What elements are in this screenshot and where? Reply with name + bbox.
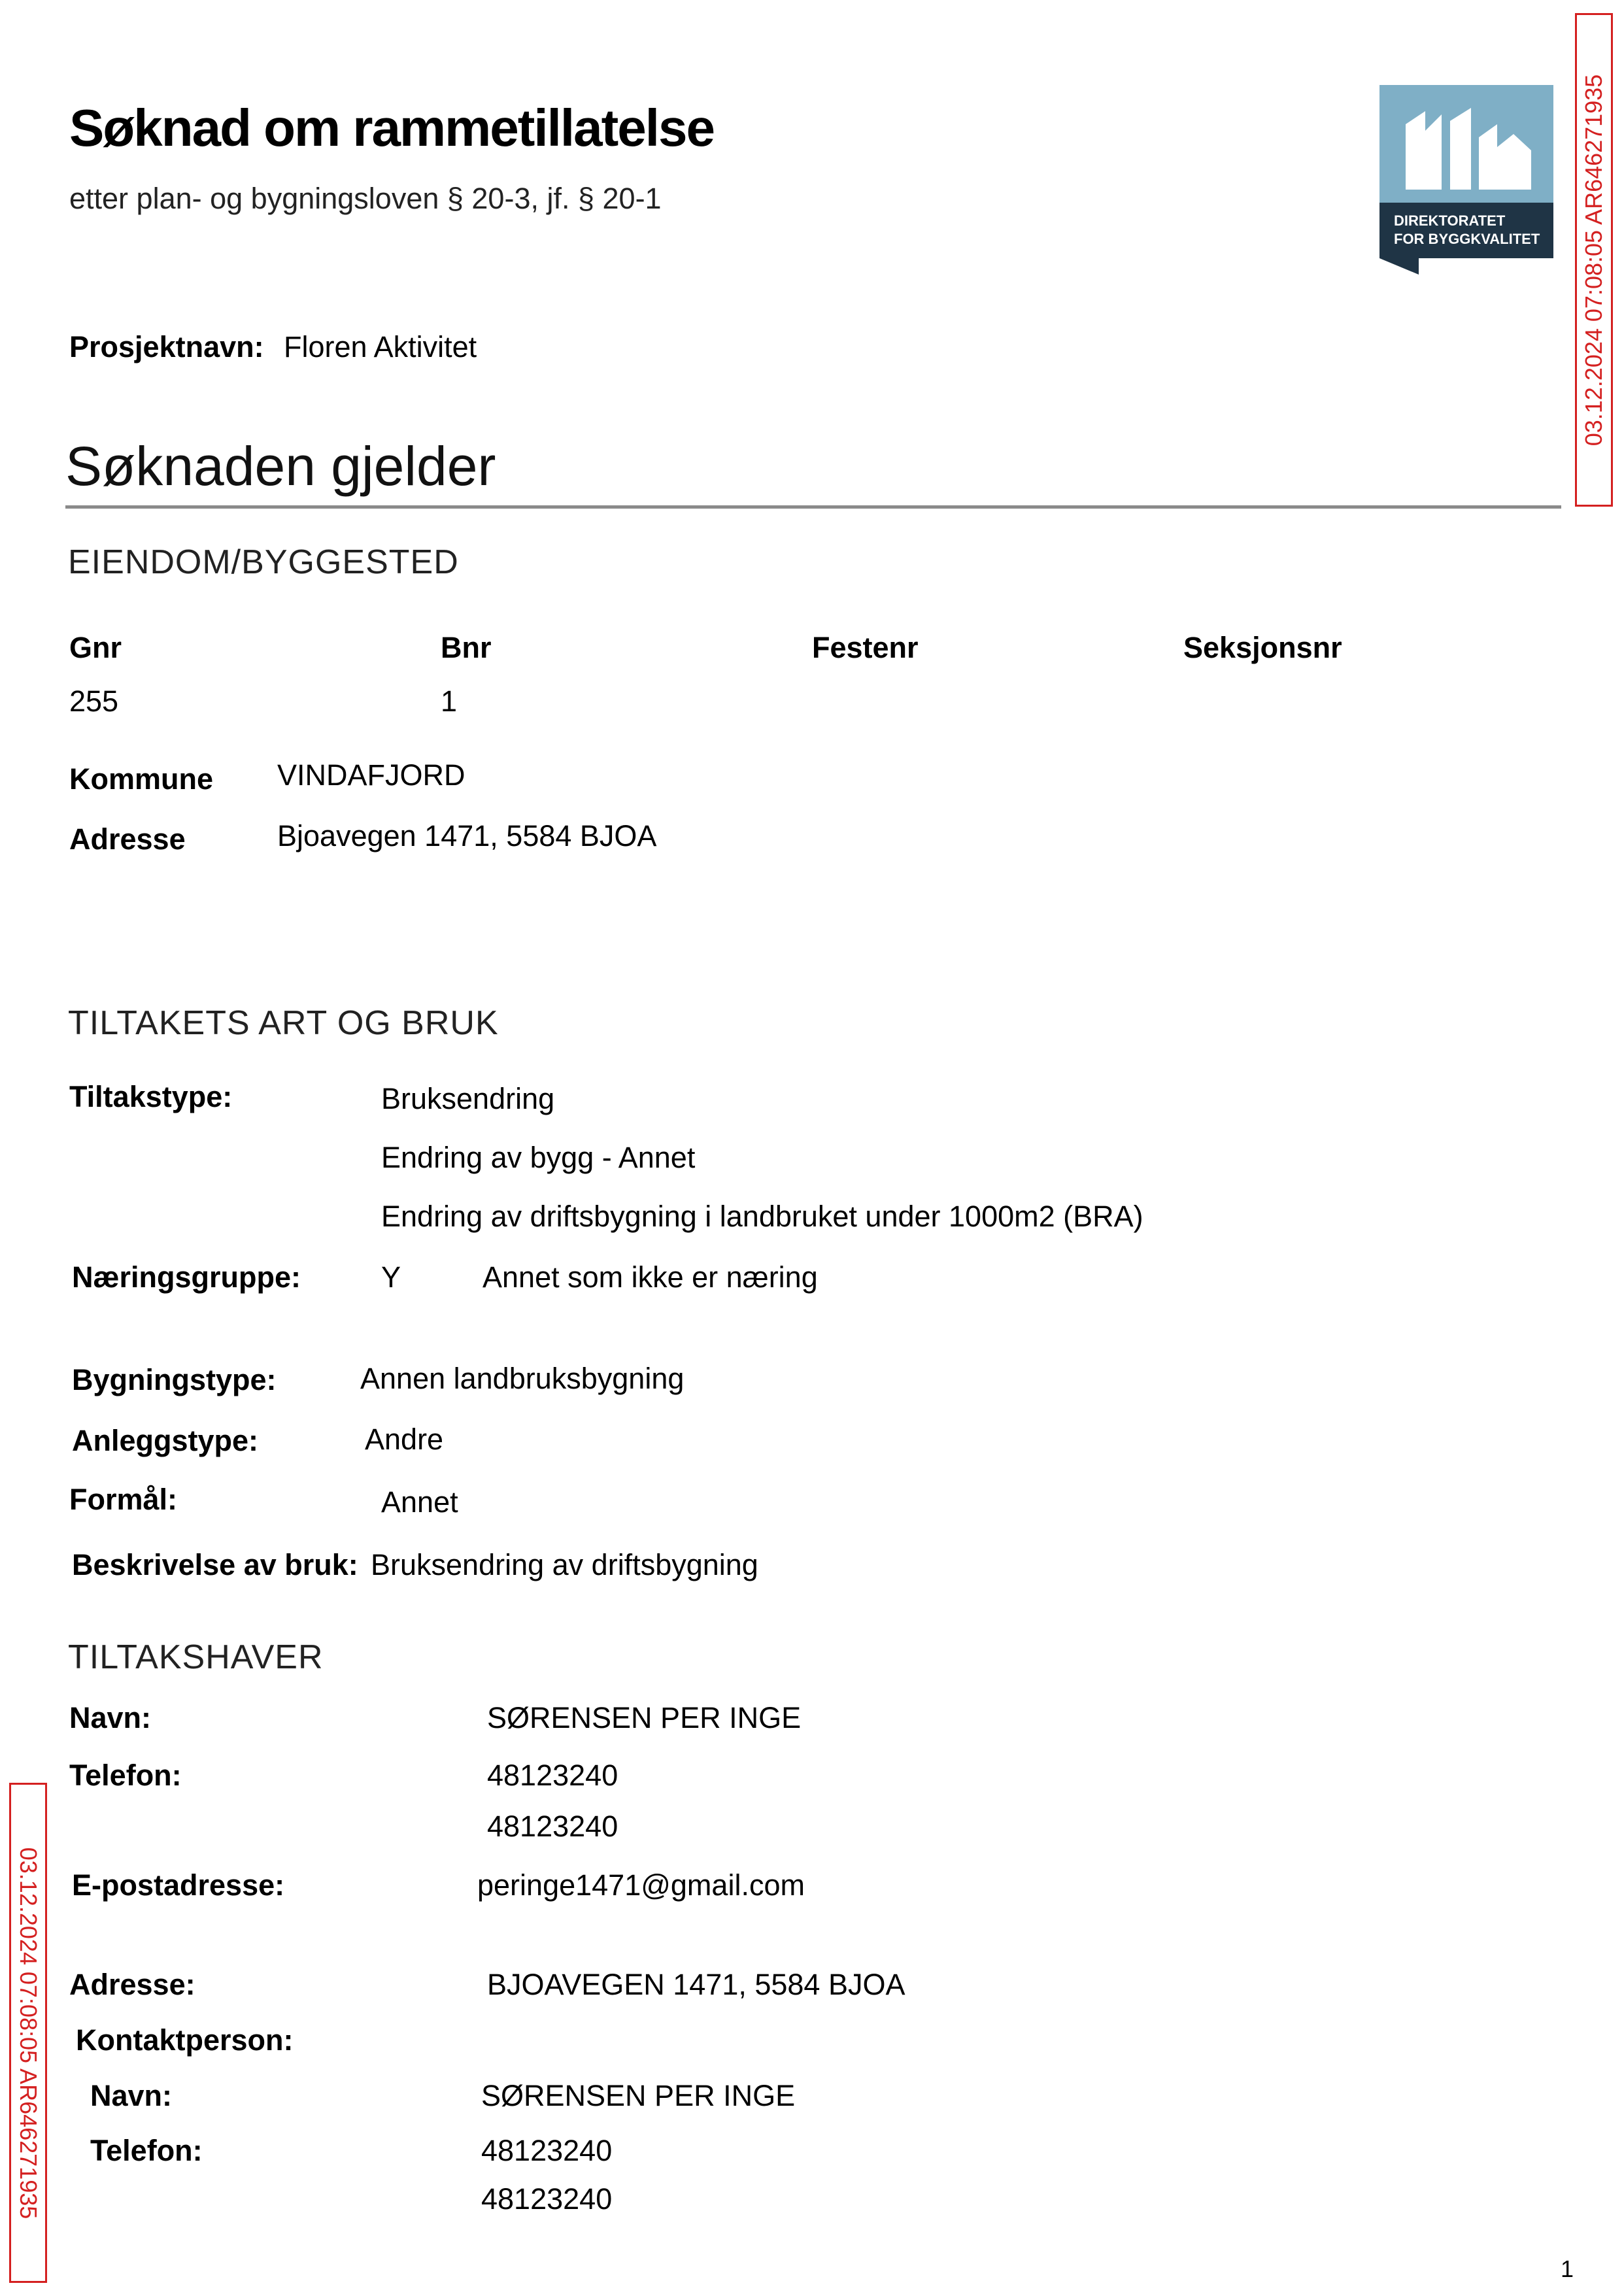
festenr-header: Festenr xyxy=(812,631,919,664)
navn-label: Navn: xyxy=(69,1701,152,1734)
kontakt-navn-label: Navn: xyxy=(90,2079,173,2112)
kontakt-telefon-label: Telefon: xyxy=(90,2134,203,2167)
adresse-value: Bjoavegen 1471, 5584 BJOA xyxy=(277,819,657,852)
tiltakshaver-heading: TILTAKSHAVER xyxy=(68,1638,324,1676)
telefon-label: Telefon: xyxy=(69,1759,182,1792)
dibk-logo-graphic xyxy=(1379,85,1553,275)
navn-value: SØRENSEN PER INGE xyxy=(487,1701,802,1734)
stamp-bottom xyxy=(9,1783,47,2283)
naeringsgruppe-code: Y xyxy=(381,1260,401,1294)
stamp-top xyxy=(1575,13,1613,507)
kontakt-telefon-value: 48123240 xyxy=(481,2134,613,2167)
document-title: Søknad om rammetillatelse xyxy=(69,99,714,157)
kontakt-navn-value: SØRENSEN PER INGE xyxy=(481,2079,796,2112)
document-subtitle: etter plan- og bygningsloven § 20-3, jf. § 20-1 xyxy=(69,182,662,215)
logo-line1: DIREKTORATET xyxy=(1394,212,1506,229)
section-heading: Søknaden gjelder xyxy=(65,435,496,497)
gnr-value: 255 xyxy=(69,684,119,718)
tiltakstype-item: Endring av driftsbygning i landbruket under 1000m2 (BRA) xyxy=(381,1200,1143,1233)
gnr-header: Gnr xyxy=(69,631,122,664)
bnr-header: Bnr xyxy=(441,631,492,664)
telefon-value: 48123240 xyxy=(487,1759,618,1792)
kontaktperson-label: Kontaktperson: xyxy=(76,2023,294,2057)
tiltakshaver-adresse-value: BJOAVEGEN 1471, 5584 BJOA xyxy=(487,1968,905,2001)
formal-label: Formål: xyxy=(69,1483,178,1516)
anleggstype-label: Anleggstype: xyxy=(72,1424,259,1457)
bygningstype-value: Annen landbruksbygning xyxy=(360,1362,685,1395)
stamp-bottom-text: 03.12.2024 07:08:05 AR646271935 xyxy=(15,1847,42,2219)
naeringsgruppe-label: Næringsgruppe: xyxy=(72,1260,301,1294)
kontakt-telefon-value: 48123240 xyxy=(481,2182,613,2216)
beskrivelse-value: Bruksendring av driftsbygning xyxy=(371,1548,758,1581)
epost-value: peringe1471@gmail.com xyxy=(477,1868,805,1902)
logo-line2: FOR BYGGKVALITET xyxy=(1394,231,1540,247)
dibk-logo xyxy=(1379,85,1553,275)
beskrivelse-label: Beskrivelse av bruk: xyxy=(72,1548,358,1581)
adresse-label: Adresse xyxy=(69,822,186,856)
tiltakstype-item: Bruksendring xyxy=(381,1082,555,1115)
kommune-label: Kommune xyxy=(69,762,214,796)
stamp-top-text: 03.12.2024 07:08:05 AR646271935 xyxy=(1580,74,1607,446)
formal-value: Annet xyxy=(381,1485,458,1519)
bygningstype-label: Bygningstype: xyxy=(72,1363,277,1396)
naeringsgruppe-value: Annet som ikke er næring xyxy=(482,1260,818,1294)
project-label: Prosjektnavn: xyxy=(69,330,264,363)
tiltak-heading: TILTAKETS ART OG BRUK xyxy=(68,1004,499,1042)
page-number: 1 xyxy=(1561,2255,1574,2282)
tiltakshaver-adresse-label: Adresse: xyxy=(69,1968,195,2001)
eiendom-heading: EIENDOM/BYGGESTED xyxy=(68,543,459,581)
tiltakstype-label: Tiltakstype: xyxy=(69,1080,233,1113)
anleggstype-value: Andre xyxy=(365,1423,444,1456)
tiltakstype-item: Endring av bygg - Annet xyxy=(381,1141,696,1174)
section-divider xyxy=(65,505,1561,509)
seksjonsnr-header: Seksjonsnr xyxy=(1183,631,1342,664)
telefon-value: 48123240 xyxy=(487,1810,618,1843)
kommune-value: VINDAFJORD xyxy=(277,758,465,792)
epost-label: E-postadresse: xyxy=(72,1868,285,1902)
project-value: Floren Aktivitet xyxy=(284,330,477,363)
bnr-value: 1 xyxy=(441,684,458,718)
